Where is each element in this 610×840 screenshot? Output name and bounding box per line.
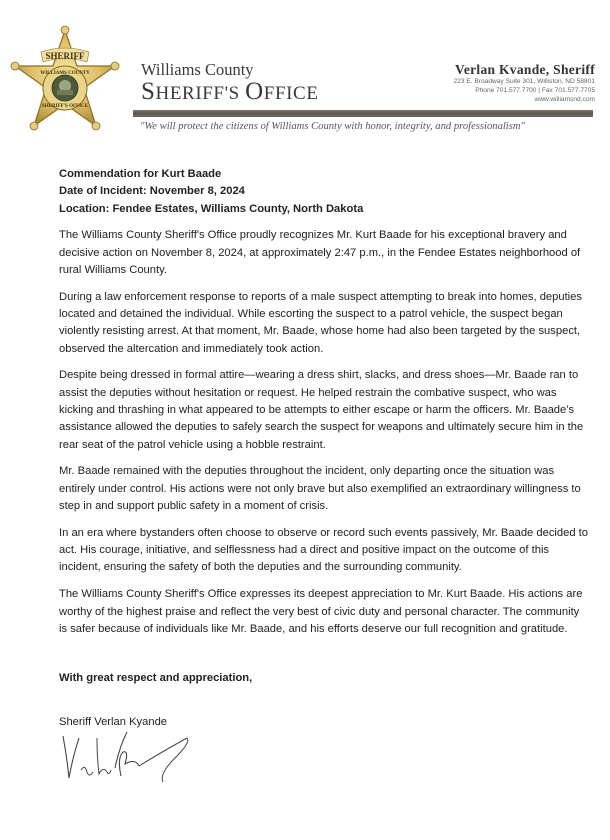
county-name: Williams County — [141, 60, 254, 79]
address: 223 E. Broadway Suite 301, Williston, ND 58801 — [453, 78, 595, 85]
motto: "We will protect the citizens of Williams County with honor, integrity, and professionalism" — [140, 121, 525, 132]
website-link[interactable]: www.williamsnd.com — [534, 96, 595, 103]
sheriff-name: Verlan Kvande, Sheriff — [455, 62, 595, 77]
incident-date: Date of Incident: November 8, 2024 — [59, 185, 245, 198]
office-title-heriffs: HERIFF'S — [155, 83, 246, 104]
badge-top-text: SHERIFF — [45, 51, 85, 61]
office-title-o: O — [245, 78, 264, 105]
incident-location: Location: Fendee Estates, Williams County, North Dakota — [59, 202, 364, 215]
paragraph: Despite being dressed in formal attire—wearing a dress shirt, slacks, and dress shoes—Mr. Baade ran to assist the deputies without hesitation or request. He helped restrain the combative suspect, who was kicking and thrashing in what appeared to be attempts to either escape or harm the officers. Mr. Baade’s assistance allowed the deputies to safely search the suspect for weapons and ultimately secure him in the rear seat of the patrol vehicle using a hobble restraint. — [59, 369, 584, 451]
letterhead-rule — [133, 110, 593, 117]
office-title-s: S — [141, 78, 156, 105]
signature-name: Sheriff Verlan Kyande — [59, 716, 168, 728]
handwritten-signature — [55, 728, 205, 788]
office-title-ffice: FFICE — [263, 83, 319, 104]
badge-ring-bottom-text: SHERIFF'S OFFICE — [42, 104, 88, 109]
paragraph: The Williams County Sheriff's Office proudly recognizes Mr. Kurt Baade for his exceptional bravery and decisive action on November 8, 2024, at approximately 2:47 p.m., in the Fendee Estates neighborhood of rural Williams County. — [59, 229, 581, 276]
badge-ring-top-text: WILLIAMS COUNTY — [40, 71, 90, 76]
letter-body — [59, 166, 589, 648]
paragraph: In an era where bystanders often choose to observe or record such events passively, Mr. Baade decided to act. His courage, initiative, and selflessness had a direct and positive impact on the outcome of this incident, ensuring the safety of both the deputies and the surrounding community. — [59, 526, 589, 574]
office-title — [141, 78, 319, 106]
paragraph: The Williams County Sheriff's Office expresses its deepest appreciation to Mr. Kurt Baade. His actions are worthy of the highest praise and reflect the very best of civic duty and personal character. The community is safer because of individuals like Mr. Baade, and his efforts deserve our full recognition and gratitude. — [59, 588, 583, 635]
paragraph: Mr. Baade remained with the deputies throughout the incident, only departing once the situation was entirely under control. His actions were not only brave but also exemplified an extraordinary willingness to step in and support public safety in a moment of crisis. — [59, 465, 581, 513]
closing-line: With great respect and appreciation, — [59, 672, 253, 684]
phone-fax: Phone 701.577.7700 | Fax 701.577.7705 — [475, 87, 595, 94]
commendation-title: Commendation for Kurt Baade — [59, 168, 222, 180]
sheriff-star-badge-icon — [5, 22, 125, 142]
paragraph: During a law enforcement response to reports of a male suspect attempting to break into homes, deputies located and detained the individual. While escorting the suspect to a patrol vehicle, the suspect began violently resisting arrest. At that moment, Mr. Baade, whose home had also been targeted by the suspect, observed the altercation and immediately took action. — [59, 290, 582, 355]
